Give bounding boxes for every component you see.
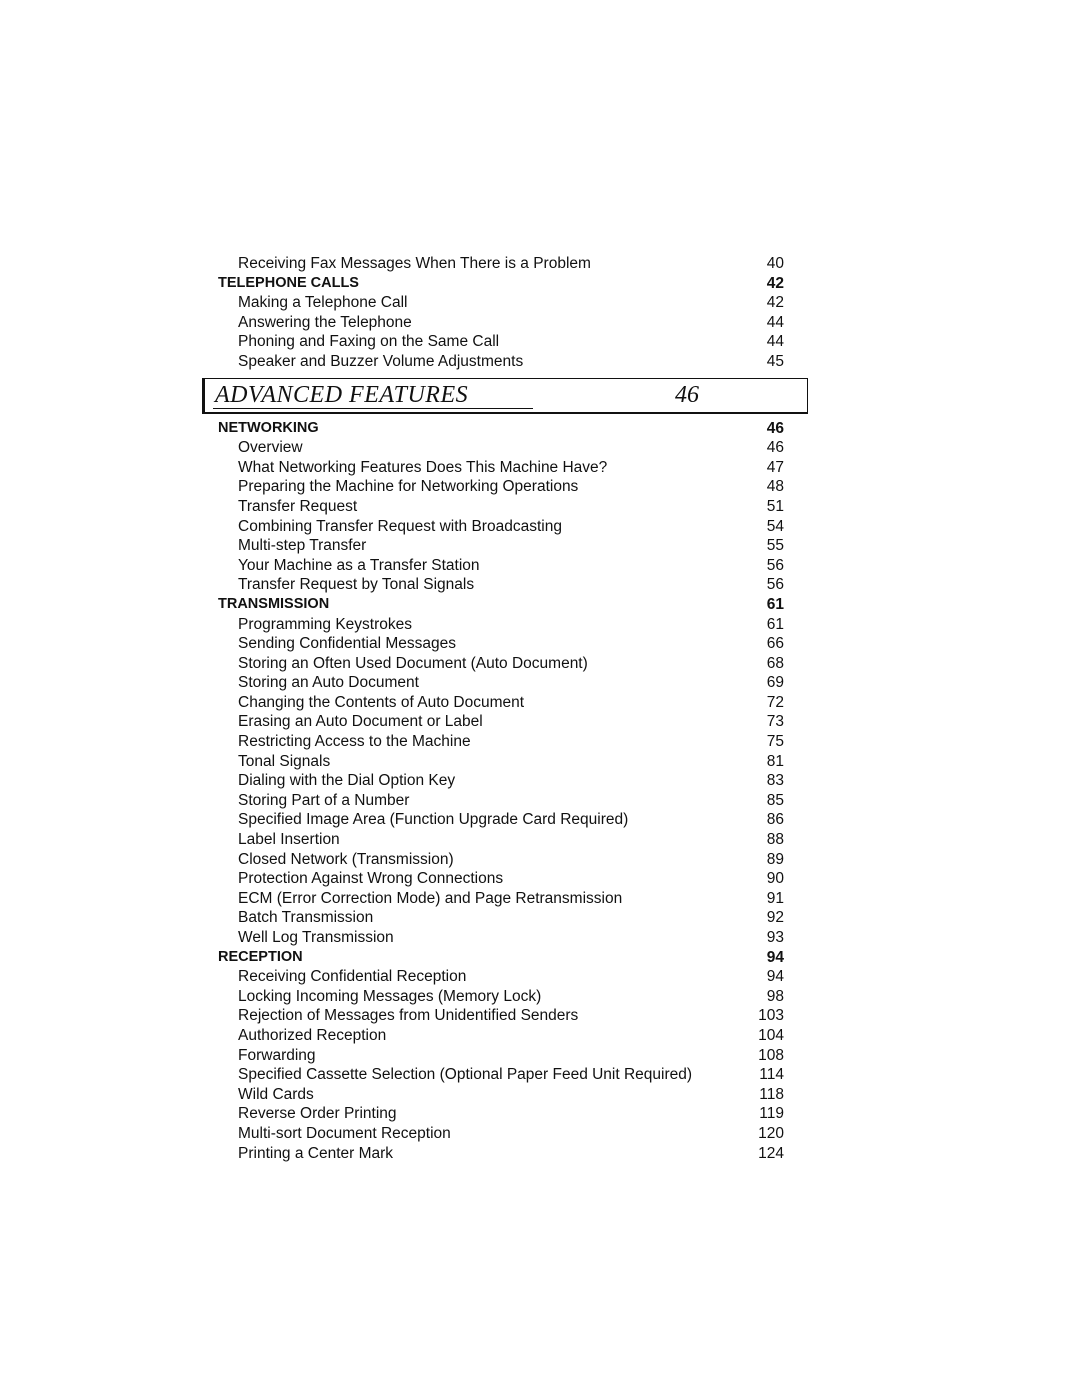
toc-entry [218,1085,798,1105]
toc-entry-title: Erasing an Auto Document or Label [238,713,483,731]
toc-entry-page: 119 [759,1105,784,1123]
toc-entry [218,673,798,693]
chapter-banner [202,378,808,414]
toc-entry-title: Transfer Request by Tonal Signals [238,576,475,594]
toc-entry-title: Well Log Transmission [238,929,394,946]
toc-entry-page: 83 [766,772,784,790]
toc-entry [218,791,798,811]
toc-entry [218,615,798,635]
toc-entry [218,752,798,772]
toc-entry-title: Storing an Auto Document [238,674,419,692]
toc-entry-title: Overview [238,439,303,457]
toc-entry [218,908,798,928]
toc-entry-page: 61 [766,595,784,613]
toc-entry-title: Rejection of Messages from Unidentified Senders [238,1007,579,1025]
toc-entry-title: Answering the Telephone [238,313,412,331]
toc-entry-title: Printing a Center Mark [238,1144,394,1162]
toc-entry-title: Batch Transmission [238,909,374,927]
toc-entry-page: 103 [758,1007,784,1025]
toc-entry [218,517,798,537]
toc-entry-title: Restricting Access to the Machine [238,733,471,751]
toc-entry-page: 55 [766,537,784,555]
toc-section-heading [218,595,798,615]
toc-entry-page: 69 [766,674,784,692]
toc-entry-page: 118 [759,1085,784,1103]
toc-entry-page: 92 [766,909,784,927]
toc-entry-title: Forwarding [238,1046,316,1064]
toc-entry-page: 42 [766,294,784,312]
toc-entry [218,1046,798,1066]
toc-entry-title: Closed Network (Transmission) [238,850,454,868]
toc-entry-page: 56 [766,576,784,594]
toc-entry-page: 40 [766,255,784,272]
toc-entry-page: 104 [758,1026,784,1044]
toc-entry-title: Changing the Contents of Auto Document [238,693,525,711]
toc-entry [218,1065,798,1085]
toc-entry-title: Protection Against Wrong Connections [238,870,504,888]
toc-entry-page: 46 [766,439,784,457]
toc-entry [218,458,798,478]
toc-entry-title: ECM (Error Correction Mode) and Page Retransmission [238,889,623,907]
toc-entry [218,313,798,333]
toc-entry-title: Dialing with the Dial Option Key [238,772,456,790]
toc-entry-title: Specified Image Area (Function Upgrade Card Required) [238,811,629,829]
toc-entry-page: 75 [766,733,784,751]
toc-entry [218,1144,798,1164]
toc-entry-title: TRANSMISSION [218,595,330,612]
toc-entry-title: Transfer Request [238,497,358,515]
toc-entry [218,1026,798,1046]
chapter-title-underline [213,408,533,410]
toc-entry-page: 66 [766,635,784,653]
toc-entry-page: 68 [766,654,784,672]
toc-entry-page: 94 [766,968,784,986]
toc-entry [218,1104,798,1124]
toc-entry-title: Specified Cassette Selection (Optional Paper Feed Unit Required) [238,1066,693,1084]
toc-entry-page: 46 [766,419,784,437]
toc-entry-title: Reverse Order Printing [238,1105,397,1123]
toc-entry-title: Locking Incoming Messages (Memory Lock) [238,987,542,1005]
toc-entry-page: 44 [766,313,784,331]
toc-section-heading [218,419,798,439]
toc-entry [218,869,798,889]
toc-entry-title: RECEPTION [218,948,303,965]
toc-entry-page: 56 [766,556,784,574]
toc-entry [218,712,798,732]
toc-entry-page: 98 [766,987,784,1005]
toc-entry-title: Label Insertion [238,831,340,849]
toc-entry-title: Your Machine as a Transfer Station [238,556,480,574]
toc-entry-title: Preparing the Machine for Networking Operations [238,478,579,496]
toc-entry-page: 114 [759,1066,784,1084]
toc-entry-page: 48 [766,478,784,496]
toc-entry-title: Multi-step Transfer [238,537,367,555]
toc-entry [218,1006,798,1026]
toc-section-bottom [218,419,798,1164]
toc-entry-title: Phoning and Faxing on the Same Call [238,333,500,351]
toc-entry-page: 81 [766,752,784,770]
toc-entry-page: 51 [766,497,784,515]
toc-entry-title: Storing Part of a Number [238,791,410,809]
toc-entry-title: Storing an Often Used Document (Auto Document) [238,654,588,672]
toc-entry [218,771,798,791]
table-of-contents [215,254,798,1163]
toc-entry-page: 73 [766,713,784,731]
toc-entry [218,293,798,313]
toc-entry-title: What Networking Features Does This Machine Have? [238,458,608,476]
toc-entry-page: 90 [766,870,784,888]
toc-entry [218,1124,798,1144]
toc-section-heading [218,274,798,294]
toc-entry [218,556,798,576]
toc-entry [218,928,798,948]
toc-entry-title: Authorized Reception [238,1026,387,1044]
toc-entry-title: NETWORKING [218,419,319,436]
toc-entry-page: 45 [766,352,784,370]
toc-entry-title: Combining Transfer Request with Broadcasting [238,517,562,535]
toc-entry-title: Sending Confidential Messages [238,635,456,653]
toc-section-heading [218,948,798,968]
toc-section-top [218,254,798,372]
toc-entry [218,438,798,458]
toc-entry [218,850,798,870]
toc-entry [218,497,798,517]
toc-entry-page: 85 [766,791,784,809]
toc-entry [218,332,798,352]
toc-entry [218,634,798,654]
toc-entry-page: 88 [766,831,784,849]
toc-entry [218,987,798,1007]
toc-entry [218,536,798,556]
toc-entry [218,830,798,850]
toc-entry [218,732,798,752]
toc-entry-page: 47 [766,458,784,476]
toc-entry [218,967,798,987]
toc-entry [218,352,798,372]
toc-entry [218,575,798,595]
toc-entry [218,654,798,674]
toc-entry-page: 93 [766,929,784,946]
toc-entry-page: 44 [766,333,784,351]
toc-entry-page: 72 [766,693,784,711]
toc-entry-title: Making a Telephone Call [238,294,408,312]
toc-entry-title: Programming Keystrokes [238,615,413,633]
toc-entry [218,254,798,274]
toc-entry-page: 91 [766,889,784,907]
toc-entry-page: 120 [758,1124,784,1142]
toc-entry [218,889,798,909]
toc-entry-page: 42 [766,274,784,292]
chapter-title: ADVANCED FEATURES [215,381,469,408]
toc-entry [218,693,798,713]
toc-entry-page: 54 [766,517,784,535]
toc-entry-title: Multi-sort Document Reception [238,1124,451,1142]
toc-entry-page: 108 [758,1046,784,1064]
toc-entry-page: 61 [766,615,784,633]
toc-entry-page: 89 [766,850,784,868]
toc-entry-title: TELEPHONE CALLS [218,274,359,291]
toc-entry-title: Receiving Confidential Reception [238,968,467,986]
chapter-page: 46 [675,381,699,408]
toc-entry-page: 86 [766,811,784,829]
toc-entry-page: 94 [766,948,784,966]
toc-entry-title: Speaker and Buzzer Volume Adjustments [238,352,524,370]
toc-entry-title: Tonal Signals [238,752,331,770]
toc-entry [218,810,798,830]
toc-entry-title: Wild Cards [238,1085,314,1103]
toc-entry-title: Receiving Fax Messages When There is a Problem [238,255,591,272]
toc-entry-page: 124 [758,1144,784,1162]
toc-entry [218,477,798,497]
